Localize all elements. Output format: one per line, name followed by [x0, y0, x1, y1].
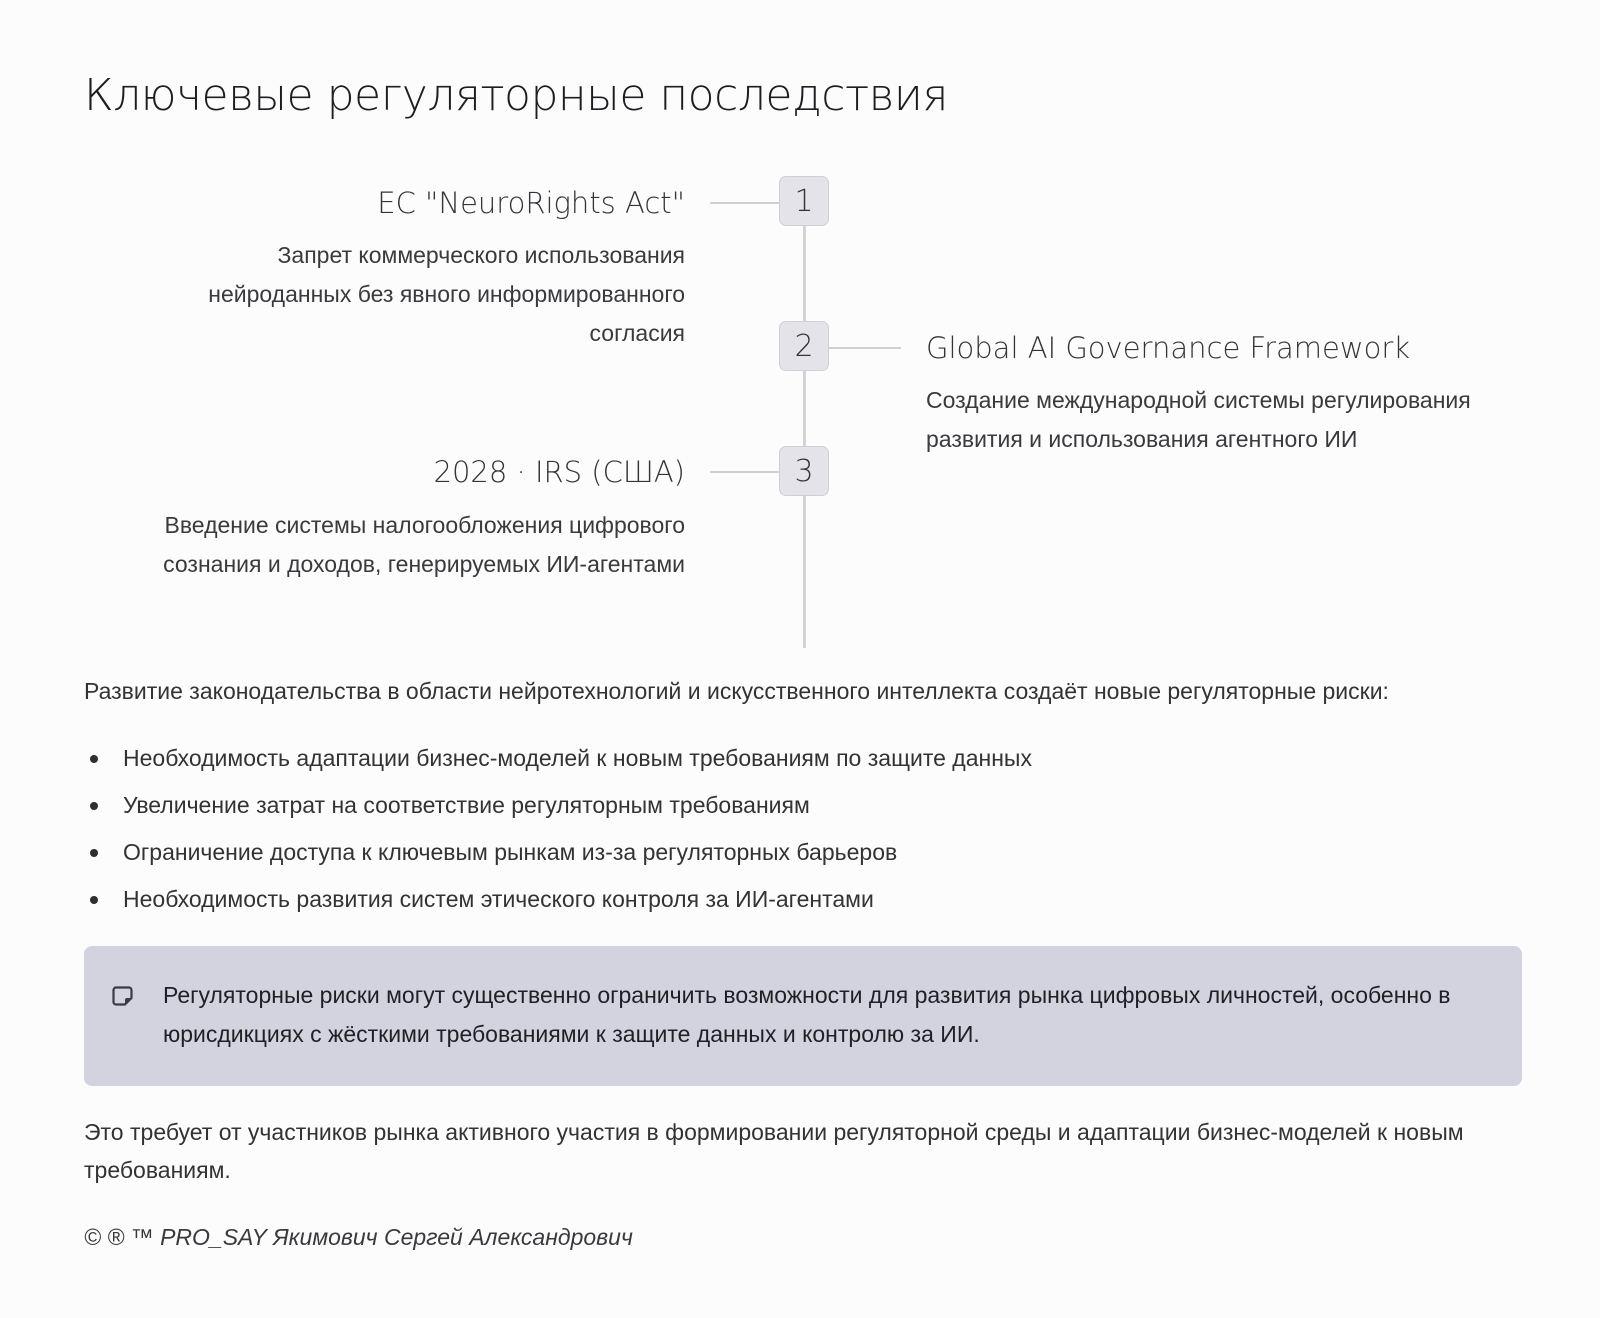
timeline-item-title: EC "NeuroRights Act"	[377, 186, 685, 220]
timeline-step-badge: 1	[779, 176, 829, 226]
list-item	[84, 740, 1032, 787]
timeline-connector	[710, 202, 780, 204]
list-item-text: Увеличение затрат на соответствие регуляторным требованиям	[123, 792, 810, 818]
list-item	[84, 787, 1032, 834]
note-icon	[112, 985, 134, 1007]
timeline-step-badge: 3	[779, 446, 829, 496]
list-item-text: Необходимость развития систем этического контроля за ИИ-агентами	[123, 886, 874, 912]
timeline-item-description: Создание международной системы регулирования развития и использования агентного ИИ	[926, 387, 1471, 452]
risk-list	[84, 740, 1032, 928]
timeline-item-title: Global AI Governance Framework	[926, 331, 1411, 365]
timeline-item-description: Запрет коммерческого использования нейроданных без явного информированного согласия	[208, 242, 685, 346]
bullet-icon	[90, 755, 98, 763]
timeline-item-description: Введение системы налогообложения цифрового сознания и доходов, генерируемых ИИ-агентами	[163, 512, 685, 577]
note-callout	[84, 946, 1522, 1086]
timeline-axis	[803, 200, 806, 648]
list-item-text: Необходимость адаптации бизнес-моделей к новым требованиям по защите данных	[123, 745, 1032, 771]
copyright-notice: © ® ™ PRO_SAY Якимович Сергей Александрович	[84, 1224, 633, 1250]
callout-text: Регуляторные риски могут существенно ограничить возможности для развития рынка цифровых личностей, особенно в юрисдикциях с жёсткими требованиями к защите данных и контролю за ИИ.	[163, 982, 1451, 1047]
bullet-icon	[90, 802, 98, 810]
list-item-text: Ограничение доступа к ключевым рынкам из-за регуляторных барьеров	[123, 839, 898, 865]
timeline-connector	[829, 347, 901, 349]
timeline-connector	[710, 471, 780, 473]
timeline-step-badge: 2	[779, 321, 829, 371]
bullet-icon	[90, 896, 98, 904]
list-item	[84, 834, 1032, 881]
list-item	[84, 881, 1032, 928]
timeline-item-title: 2028 · IRS (США)	[433, 455, 685, 489]
intro-paragraph: Развитие законодательства в области нейротехнологий и искусственного интеллекта создаёт новые регуляторные риски:	[84, 678, 1389, 704]
bullet-icon	[90, 849, 98, 857]
page-title: Ключевые регуляторные последствия	[84, 70, 948, 121]
closing-paragraph: Это требует от участников рынка активного участия в формировании регуляторной среды и адаптации бизнес-моделей к новым требованиям.	[84, 1119, 1464, 1183]
